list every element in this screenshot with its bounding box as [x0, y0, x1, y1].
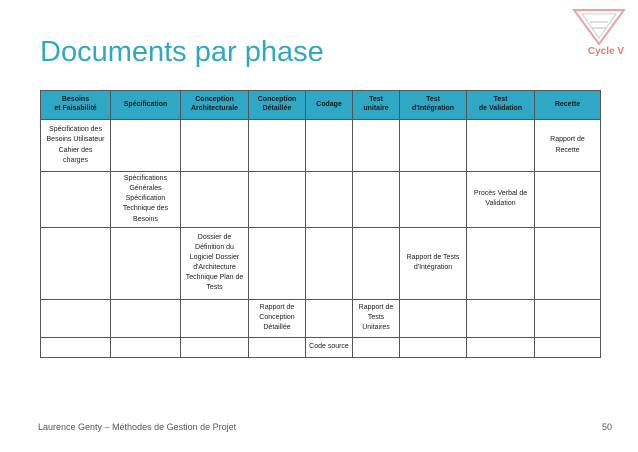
- table-cell: [400, 299, 467, 337]
- table-cell: [111, 227, 181, 299]
- slide-title: Documents par phase: [40, 36, 324, 68]
- column-header-test-validation: Test de Validation: [467, 91, 535, 120]
- column-header-codage: Codage: [306, 91, 353, 120]
- column-header-test-integration: Test d'Intégration: [400, 91, 467, 120]
- column-header-test-unitaire: Test unitaire: [353, 91, 400, 120]
- v-cycle-logo-icon: [570, 6, 628, 46]
- table-header-row: [41, 91, 601, 120]
- table-cell: [249, 227, 306, 299]
- table-cell: Dossier de Définition du Logiciel Dossier d'Architecture Technique Plan de Tests: [181, 227, 249, 299]
- page-number: 50: [601, 422, 612, 432]
- documents-phase-table: [40, 90, 601, 358]
- table-cell: [306, 172, 353, 228]
- table-row: [41, 227, 601, 299]
- table-cell: [467, 299, 535, 337]
- column-header-recette: Recette: [535, 91, 601, 120]
- table-cell: [181, 299, 249, 337]
- column-header-conception-architecturale: Conception Architecturale: [181, 91, 249, 120]
- table-cell: [353, 172, 400, 228]
- table-cell: [400, 172, 467, 228]
- table-cell: [400, 337, 467, 357]
- table-cell: [467, 337, 535, 357]
- table-row: [41, 299, 601, 337]
- table-cell: [111, 120, 181, 172]
- table-row: [41, 172, 601, 228]
- table-cell: Rapport de Tests Unitaires: [353, 299, 400, 337]
- table-cell: [467, 120, 535, 172]
- table-cell: [111, 299, 181, 337]
- table-cell: Procès Verbal de Validation: [467, 172, 535, 228]
- table-cell: [535, 227, 601, 299]
- table-cell: [41, 299, 111, 337]
- table-cell: [181, 172, 249, 228]
- table-cell: [467, 227, 535, 299]
- table-row: [41, 120, 601, 172]
- footer-author-course: Laurence Genty – Méthodes de Gestion de Projet: [38, 422, 237, 432]
- table-cell: Code source: [306, 337, 353, 357]
- table-cell: [249, 337, 306, 357]
- cycle-label: Cycle V: [587, 46, 624, 57]
- table-cell: [353, 337, 400, 357]
- table-cell: [353, 227, 400, 299]
- table-cell: [249, 172, 306, 228]
- table-cell: [353, 120, 400, 172]
- column-header-specification: Spécification: [111, 91, 181, 120]
- table-cell: [535, 299, 601, 337]
- table-cell: [181, 337, 249, 357]
- table-cell: Rapport de Recette: [535, 120, 601, 172]
- table-cell: [41, 337, 111, 357]
- table-cell: Rapport de Conception Détaillée: [249, 299, 306, 337]
- column-header-besoins: Besoins et Faisabilité: [41, 91, 111, 120]
- table-cell: [306, 120, 353, 172]
- table-cell: [306, 299, 353, 337]
- table-cell: [400, 120, 467, 172]
- table-cell: Spécification des Besoins Utilisateur Cahier des charges: [41, 120, 111, 172]
- table-cell: [535, 172, 601, 228]
- table-cell: Rapport de Tests d'Intégration: [400, 227, 467, 299]
- table-cell: [535, 337, 601, 357]
- table-cell: [41, 172, 111, 228]
- table-cell: [181, 120, 249, 172]
- table-cell: [306, 227, 353, 299]
- table-row: [41, 337, 601, 357]
- table-cell: [249, 120, 306, 172]
- table-cell: [41, 227, 111, 299]
- table-cell: [111, 337, 181, 357]
- table-cell: Spécifications Générales Spécification Technique des Besoins: [111, 172, 181, 228]
- column-header-conception-detaillee: Conception Détaillée: [249, 91, 306, 120]
